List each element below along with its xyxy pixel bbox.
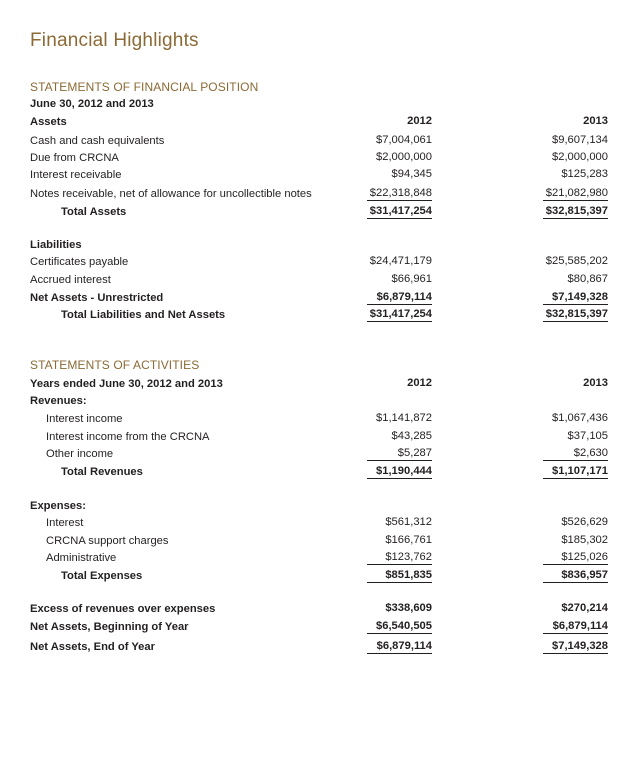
- net-end-row: [30, 638, 608, 656]
- year-2013-header: 2013: [583, 115, 608, 127]
- value-2012: $43,285: [391, 430, 432, 442]
- value-2013: $7,149,328: [543, 289, 608, 305]
- row-label: Interest receivable: [30, 169, 122, 181]
- value-2012: $851,835: [367, 567, 432, 583]
- value-2013: $125,283: [561, 168, 608, 180]
- section-title-financial-position: STATEMENTS OF FINANCIAL POSITION: [30, 80, 259, 94]
- value-2012: $31,417,254: [367, 306, 432, 322]
- net-beginning-row: [30, 618, 608, 636]
- table-row: [30, 132, 608, 150]
- value-2013: $270,214: [561, 602, 608, 614]
- year-2012-header: 2012: [407, 115, 432, 127]
- value-2012: $24,471,179: [369, 255, 432, 267]
- net-assets-row: [30, 289, 608, 307]
- table-row: [30, 428, 608, 446]
- date-line: [30, 95, 608, 113]
- value-2012: $6,540,505: [367, 618, 432, 634]
- row-label: Cash and cash equivalents: [30, 135, 165, 147]
- date-label: June 30, 2012 and 2013: [30, 98, 154, 110]
- table-row: [30, 410, 608, 428]
- value-2012: $1,141,872: [376, 412, 432, 424]
- value-2013: $32,815,397: [543, 203, 608, 219]
- row-label: Total Liabilities and Net Assets: [61, 309, 226, 321]
- row-label: Administrative: [46, 552, 117, 564]
- table-row: [30, 549, 608, 567]
- row-label: Net Assets, Beginning of Year: [30, 621, 189, 633]
- value-2012: $66,961: [391, 273, 432, 285]
- total-expenses-row: [30, 567, 608, 585]
- value-2012: $1,190,444: [367, 463, 432, 479]
- value-2012: $22,318,848: [367, 185, 432, 201]
- value-2012: $94,345: [391, 168, 432, 180]
- value-2012: $6,879,114: [367, 289, 432, 305]
- assets-header-row: [30, 113, 608, 131]
- value-2012: $5,287: [367, 445, 432, 461]
- value-2013: $7,149,328: [543, 638, 608, 654]
- total-liabilities-row: [30, 306, 608, 324]
- value-2013: $6,879,114: [543, 618, 608, 634]
- excess-row: [30, 600, 608, 618]
- row-label: Net Assets, End of Year: [30, 641, 155, 653]
- value-2012: $166,761: [385, 534, 432, 546]
- row-label: Certificates payable: [30, 256, 129, 268]
- row-label: Accrued interest: [30, 274, 111, 286]
- assets-header-label: Assets: [30, 116, 67, 128]
- expenses-header-row: [30, 497, 608, 515]
- value-2013: $25,585,202: [545, 255, 608, 267]
- row-label: CRCNA support charges: [46, 535, 169, 547]
- value-2013: $32,815,397: [543, 306, 608, 322]
- year-2013-header: 2013: [583, 377, 608, 389]
- row-label: Interest: [46, 517, 84, 529]
- liabilities-header-label: Liabilities: [30, 239, 82, 251]
- liabilities-header-row: [30, 236, 608, 254]
- table-row: [30, 185, 608, 203]
- row-label: Interest income from the CRCNA: [46, 431, 210, 443]
- value-2013: $836,957: [543, 567, 608, 583]
- table-row: [30, 149, 608, 167]
- value-2013: $9,607,134: [552, 134, 608, 146]
- value-2013: $185,302: [561, 534, 608, 546]
- value-2013: $1,067,436: [552, 412, 608, 424]
- row-label: Total Revenues: [61, 466, 143, 478]
- table-row: [30, 271, 608, 289]
- value-2012: $6,879,114: [367, 638, 432, 654]
- value-2012: $2,000,000: [376, 151, 432, 163]
- total-revenues-row: [30, 463, 608, 481]
- value-2012: $338,609: [385, 602, 432, 614]
- table-row: [30, 445, 608, 463]
- revenues-header-row: [30, 392, 608, 410]
- year-2012-header: 2012: [407, 377, 432, 389]
- value-2013: $21,082,980: [543, 185, 608, 201]
- years-header-row: [30, 375, 608, 393]
- row-label: Total Expenses: [61, 570, 143, 582]
- value-2013: $80,867: [567, 273, 608, 285]
- table-row: [30, 514, 608, 532]
- row-label: Interest income: [46, 413, 123, 425]
- row-label: Excess of revenues over expenses: [30, 603, 216, 615]
- value-2012: $7,004,061: [376, 134, 432, 146]
- row-label: Net Assets - Unrestricted: [30, 292, 164, 304]
- value-2013: $125,026: [543, 549, 608, 565]
- years-header-label: Years ended June 30, 2012 and 2013: [30, 378, 223, 390]
- total-assets-row: [30, 203, 608, 221]
- row-label: Other income: [46, 448, 114, 460]
- value-2012: $31,417,254: [367, 203, 432, 219]
- value-2013: $2,000,000: [552, 151, 608, 163]
- value-2012: $123,762: [367, 549, 432, 565]
- value-2013: $37,105: [567, 430, 608, 442]
- expenses-header-label: Expenses:: [30, 500, 86, 512]
- value-2012: $561,312: [385, 516, 432, 528]
- row-label: Notes receivable, net of allowance for uncollectible notes: [30, 188, 312, 200]
- page-title: Financial Highlights: [30, 30, 199, 51]
- section-title-activities: STATEMENTS OF ACTIVITIES: [30, 358, 200, 372]
- table-row: [30, 253, 608, 271]
- revenues-header-label: Revenues:: [30, 395, 87, 407]
- value-2013: $526,629: [561, 516, 608, 528]
- table-row: [30, 166, 608, 184]
- value-2013: $2,630: [543, 445, 608, 461]
- row-label: Total Assets: [61, 206, 127, 218]
- table-row: [30, 532, 608, 550]
- row-label: Due from CRCNA: [30, 152, 119, 164]
- value-2013: $1,107,171: [543, 463, 608, 479]
